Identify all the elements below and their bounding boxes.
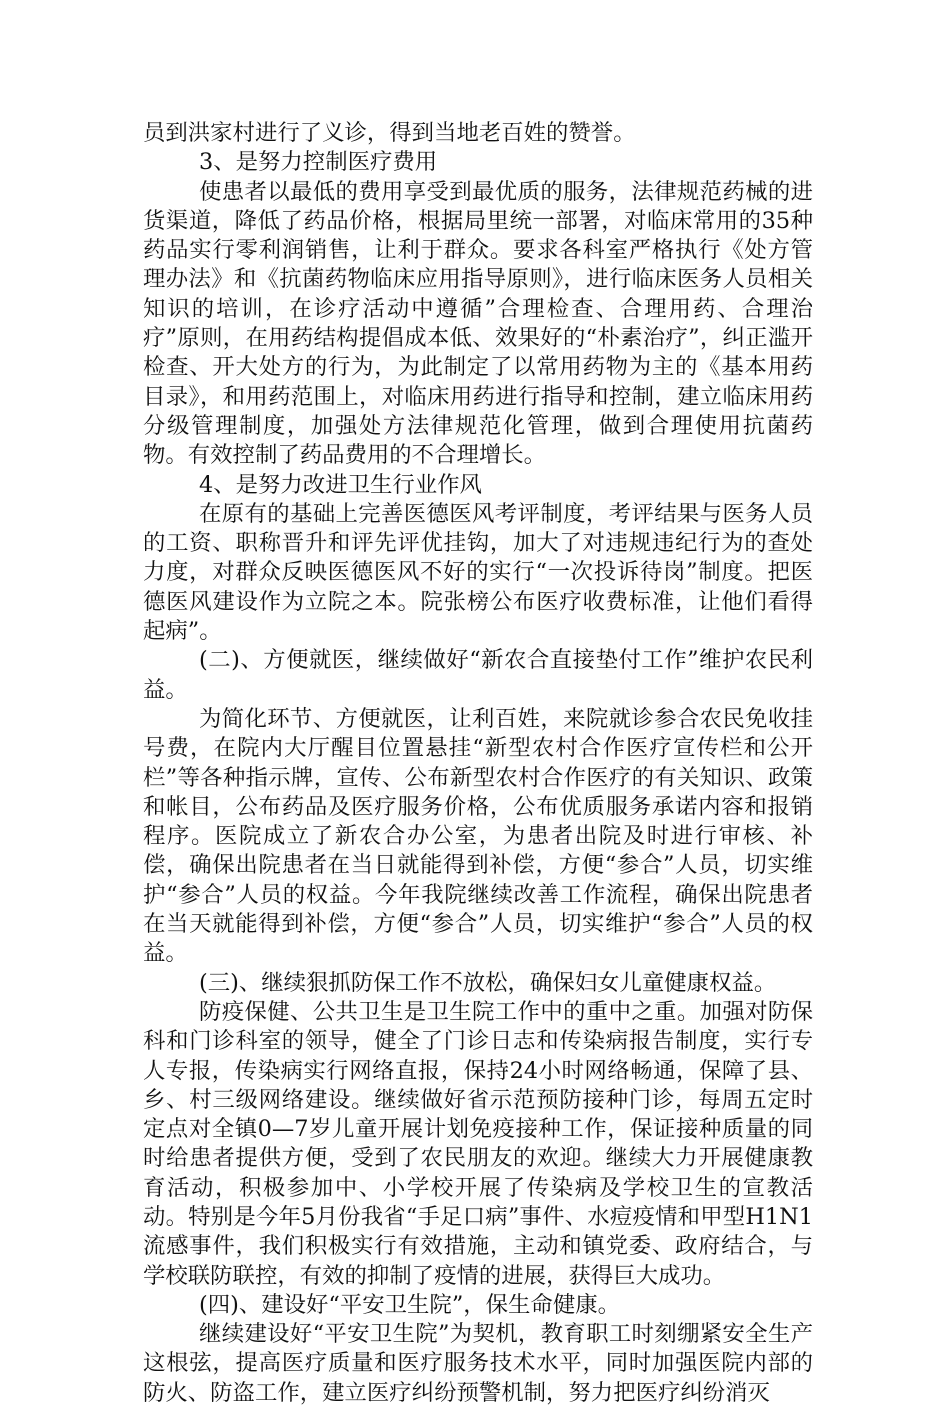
paragraph-safe-hospital: 继续建设好“平安卫生院”为契机，教育职工时刻绷紧安全生产这根弦，提高医疗质量和医疗服务技术水平，同时加强医院内部的防火、防盗工作，建立医疗纠纷预警机制，努力把医疗纠纷消灭	[143, 1321, 813, 1406]
paragraph-continuation: 员到洪家村进行了义诊，得到当地老百姓的赞誉。	[143, 120, 636, 146]
paragraph-heading-3: 3、是努力控制医疗费用	[199, 149, 438, 176]
paragraph-section-2-heading: (二)、方便就医，继续做好“新农合直接垫付工作”维护农民利益。	[143, 647, 813, 703]
paragraph-disease-prevention: 防疫保健、公共卫生是卫生院工作中的重中之重。加强对防保科和门诊科室的领导，健全了门诊日志和传染病报告制度，实行专人专报，传染病实行网络直报，保持24小时网络畅通，保障了县、乡、村三级网络建设。继续做好省示范预防接种门诊，每周五定时定点对全镇0—7岁儿童开展计划免疫接种工作，保证接种质量的同时给患者提供方便，受到了农民朋友的欢迎。继续大力开展健康教育活动，积极参加中、小学校开展了传染病及学校卫生的宣教活动。特别是今年5月份我省“手足口病”事件、水痘疫情和甲型H1N1流感事件，我们积极实行有效措施，主动和镇党委、政府结合，与学校联防联控，有效的抑制了疫情的进展，获得巨大成功。	[143, 998, 813, 1289]
paragraph-medical-ethics: 在原有的基础上完善医德医风考评制度，考评结果与医务人员的工资、职称晋升和评先评优挂钩，加大了对违规违纪行为的查处力度，对群众反映医德医风不好的实行“一次投诉待岗”制度。把医德医风建设作为立院之本。院张榜公布医疗收费标准，让他们看得起病”。	[143, 500, 813, 645]
paragraph-heading-4: 4、是努力改进卫生行业作风	[199, 471, 482, 498]
paragraph-medical-costs: 使患者以最低的费用享受到最优质的服务，法律规范药械的进货渠道，降低了药品价格，根据局里统一部署，对临床常用的35种药品实行零利润销售，让利于群众。要求各科室严格执行《处方管理办法》和《抗菌药物临床应用指导原则》，进行临床医务人员相关知识的培训，在诊疗活动中遵循”合理检查、合理用药、合理治疗”原则，在用药结构提倡成本低、效果好的“朴素治疗”，纠正滥开检查、开大处方的行为，为此制定了以常用药物为主的《基本用药目录》，和用药范围上，对临床用药进行指导和控制，建立临床用药分级管理制度，加强处方法律规范化管理，做到合理使用抗菌药物。有效控制了药品费用的不合理增长。	[143, 178, 813, 469]
paragraph-section-4-heading: (四)、建设好“平安卫生院”，保生命健康。	[199, 1291, 621, 1318]
paragraph-section-3-heading: (三)、继续狠抓防保工作不放松，确保妇女儿童健康权益。	[199, 969, 777, 996]
paragraph-rural-insurance: 为简化环节、方便就医，让利百姓，来院就诊参合农民免收挂号费，在院内大厅醒目位置悬挂“新型农村合作医疗宣传栏和公开栏”等各种指示牌，宣传、公布新型农村合作医疗的有关知识、政策和帐目，公布药品及医疗服务价格，公布优质服务承诺内容和报销程序。医院成立了新农合办公室，为患者出院及时进行审核、补偿，确保出院患者在当日就能得到补偿，方便“参合”人员，切实维护“参合”人员的权益。今年我院继续改善工作流程，确保出院患者在当天就能得到补偿，方便“参合”人员，切实维护“参合”人员的权益。	[143, 705, 813, 967]
document-body	[143, 119, 813, 1408]
